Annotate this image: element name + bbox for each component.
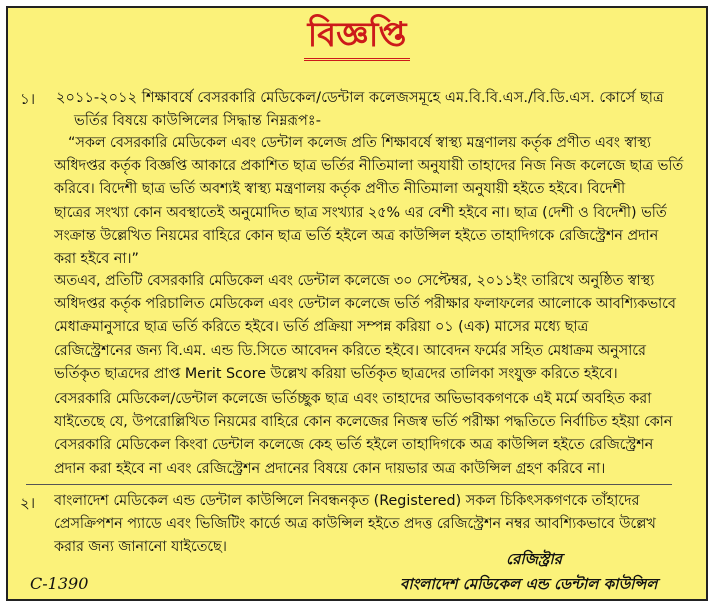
item-2-line: করার জন্য জানানো যাইতেছে।: [54, 539, 227, 556]
instruction-line: ভর্তিকৃত ছাত্রদের প্রাপ্ত Merit Score উল্লেখ করিয়া ভর্তিকৃত ছাত্রদের তালিকা সংযুক্ত করিতে হইবে।: [54, 365, 618, 382]
instruction-line: অতএব, প্রতিটি বেসরকারি মেডিকেল এবং ডেন্টাল কলেজে ৩০ সেপ্টেম্বর, ২০১১ইং তারিখে অনুষ্ঠিত স্বাস্থ্য: [54, 273, 655, 289]
guardian-warning: [54, 388, 698, 481]
item-2-line: প্রেসক্রিপশন প্যাডে এবং ভিজিটিং কার্ডে অত্র কাউন্সিল হইতে প্রদত্ত রেজিস্ট্রেশন নম্বর আবশ্যিকভাবে উল্লেখ: [54, 516, 656, 533]
item-2-number: ২।: [20, 494, 36, 512]
section-divider: [26, 484, 672, 485]
warning-line: প্রদান করা হইবে না এবং রেজিস্ট্রেশন প্রদানের বিষয়ে কোন দায়ভার অত্র কাউন্সিল গ্রহণ করিবে না।: [54, 460, 606, 477]
quote-line: “সকল বেসরকারি মেডিকেল এবং ডেন্টাল কলেজ প্রতি শিক্ষাবর্ষে স্বাস্থ্য মন্ত্রণালয় কর্তৃক প্রণীত এবং স্বাস্থ্য: [68, 135, 651, 151]
instruction-line: মেধাক্রমানুসারে ছাত্র ভর্তি করিতে হইবে। ভর্তি প্রক্রিয়া সম্পন্ন করিয়া ০১ (এক) মাসের মধ্যে ছাত্র: [54, 319, 589, 336]
quote-line: অধিদপ্তর কর্তৃক বিজ্ঞপ্তি আকারে প্রকাশিত ছাত্র ভর্তির নীতিমালা অনুযায়ী তাহাদের নিজ নিজ কলেজে ছাত্র ভর্তি: [54, 158, 684, 175]
quote-line: করা হইবে না।”: [54, 251, 139, 268]
signature-designation: রেজিস্ট্রার: [506, 550, 563, 568]
item-2-text: [54, 490, 698, 560]
quote-line: ছাত্রের সংখ্যা কোন অবস্থাতেই অনুমোদিত ছাত্র সংখ্যার ২৫% এর বেশী হইবে না। ছাত্র (দেশী ও বিদেশী) ভর্তি: [54, 204, 667, 221]
item-2-line: বাংলাদেশ মেডিকেল এন্ড ডেন্টাল কাউন্সিলে নিবন্ধনকৃত (Registered) সকল চিকিৎসকগণকে তাঁহাদের: [54, 493, 640, 509]
instruction-line: অধিদপ্তর কর্তৃক পরিচালিত মেডিকেল এবং ডেন্টাল কলেজে ভর্তি পরীক্ষার ফলাফলের আলোকে আবশ্যিকভাবে: [54, 296, 676, 313]
item-1-line: ভর্তির বিষয়ে কাউন্সিলের সিদ্ধান্ত নিম্নরূপঃ-: [74, 112, 321, 130]
notice-title: বিজ্ঞপ্তি: [304, 12, 411, 61]
warning-line: বেসরকারি মেডিকেল/ডেন্টাল কলেজে ভর্তিচ্ছুক ছাত্র এবং তাহাদের অভিভাবকগণকে এই মর্মে অবহিত করা: [54, 391, 652, 407]
quote-line: করিবে। বিদেশী ছাত্র ভর্তি অবশ্যই স্বাস্থ্য মন্ত্রণালয় কর্তৃক প্রণীত নীতিমালা অনুযায়ী হইতে হইবে। বিদেশী: [54, 181, 626, 198]
warning-line: বেসরকারি মেডিকেল কিংবা ডেন্টাল কলেজে কেহ ভর্তি হইলে তাহাদিগকে অত্র কাউন্সিল হইতে রেজিস্ট্রেশন: [54, 437, 654, 454]
notice-code: C-1390: [30, 574, 89, 593]
quote-line: সংক্রান্ত উল্লেখিত নিয়মের বাহিরে কোন ছাত্র ভর্তি হইলে অত্র কাউন্সিল হইতে তাহাদিগকে রেজিস্ট্রেশন প্রদান: [54, 227, 659, 244]
item-1-line: ২০১১-২০১২ শিক্ষাবর্ষে বেসরকারি মেডিকেল/ডেন্টাল কলেজসমূহে এম.বি.বি.এস./বি.ডি.এস. কোর্সে ছাত্র: [56, 89, 664, 106]
council-decision-quote: [54, 132, 698, 271]
signature-organization: বাংলাদেশ মেডিকেল এন্ড ডেন্টাল কাউন্সিল: [400, 575, 658, 593]
title-block: [8, 12, 706, 61]
admission-instructions: [54, 270, 698, 386]
item-1-number: ১।: [20, 90, 36, 108]
item-1-heading: [56, 86, 696, 132]
notice-panel: [6, 6, 708, 601]
instruction-line: রেজিস্ট্রেশনের জন্য বি.এম. এন্ড ডি.সিতে আবেদন করিতে হইবে। আবেদন ফর্মের সহিত মেধাক্রম অনুসারে: [54, 342, 646, 359]
warning-line: যাইতেছে যে, উপরোল্লিখিত নিয়মের বাহিরে কোন কলেজের নিজস্ব ভর্তি পরীক্ষা পদ্ধতিতে নির্বাচিত হইয়া কোন: [54, 414, 673, 431]
